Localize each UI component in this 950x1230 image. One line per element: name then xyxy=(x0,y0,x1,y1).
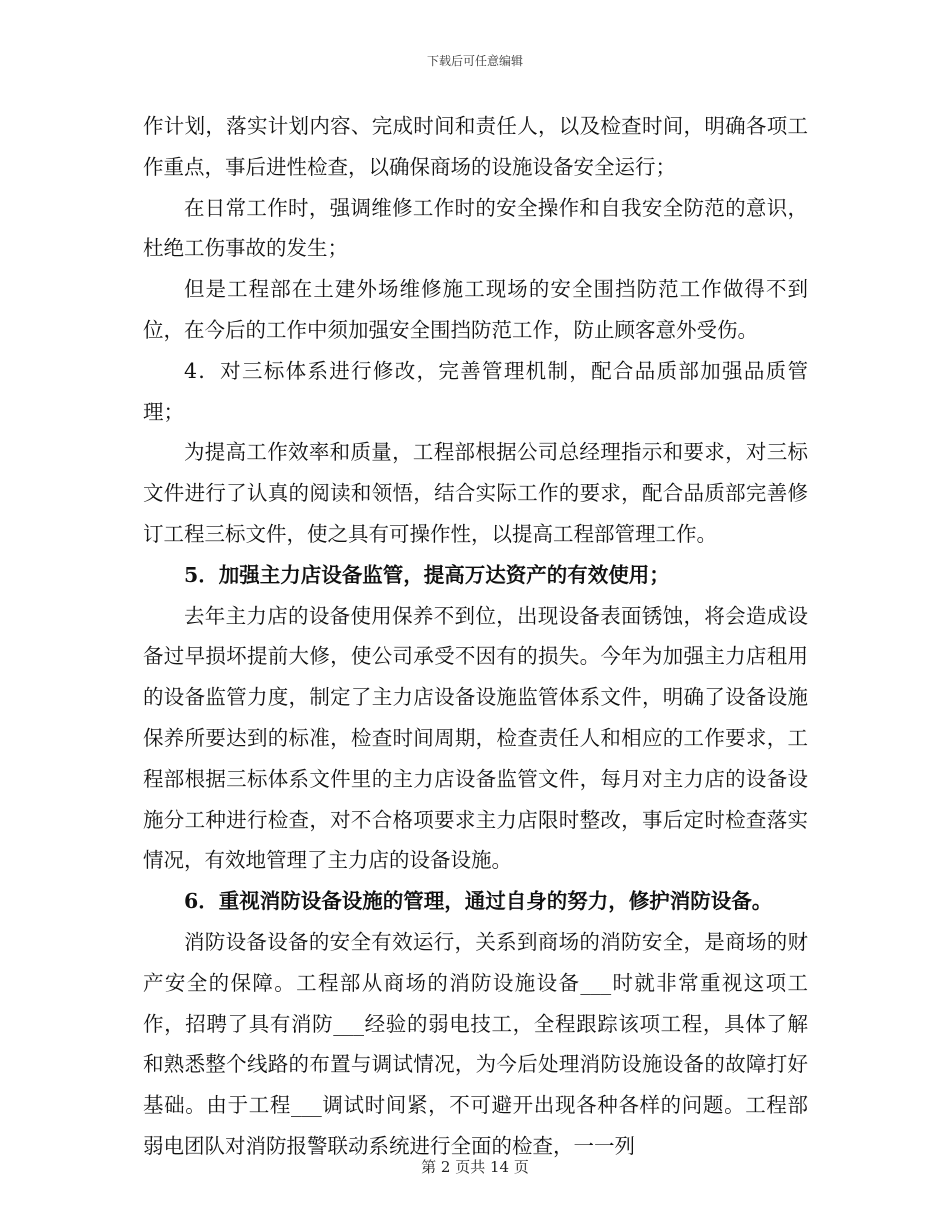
document-body xyxy=(143,106,808,1167)
page-footer: 第 2 页共 14 页 xyxy=(421,1158,529,1176)
section-heading: 5．加强主力店设备监管，提高万达资产的有效使用； xyxy=(184,562,670,587)
paragraph: 但是工程部在土建外场维修施工现场的安全围挡防范工作做得不到位，在今后的工作中须加强安全围挡防范工作，防止顾客意外受伤。 xyxy=(143,277,808,342)
section-heading: 6．重视消防设备设施的管理，通过自身的努力，修护消防设备。 xyxy=(184,889,773,914)
paragraph: 消防设备设备的安全有效运行，关系到商场的消防安全，是商场的财产安全的保障。工程部从商场的消防设施设备___时就非常重视这项工作，招聘了具有消防___经验的弱电技工，全程跟踪该项工程，具体了解和熟悉整个线路的布置与调试情况，为今后处理消防设施设备的故障打好基础。由于工程___调试时间紧，不可避开出现各种各样的问题。工程部弱电团队对消防报警联动系统进行全面的检查，一一列 xyxy=(143,929,808,1158)
paragraph: 去年主力店的设备使用保养不到位，出现设备表面锈蚀，将会造成设备过早损坏提前大修，使公司承受不因有的损失。今年为加强主力店租用的设备监管力度，制定了主力店设备设施监管体系文件，明确了设备设施保养所要达到的标准，检查时间周期，检查责任人和相应的工作要求，工程部根据三标体系文件里的主力店设备监管文件，每月对主力店的设备设施分工种进行检查，对不合格项要求主力店限时整改，事后定时检查落实情况，有效地管理了主力店的设备设施。 xyxy=(143,603,808,873)
paragraph: 作计划，落实计划内容、完成时间和责任人，以及检查时间，明确各项工作重点，事后进性检查，以确保商场的设施设备安全运行； xyxy=(143,114,808,179)
paragraph: 为提高工作效率和质量，工程部根据公司总经理指示和要求，对三标文件进行了认真的阅读和领悟，结合实际工作的要求，配合品质部完善修订工程三标文件，使之具有可操作性，以提高工程部管理工作。 xyxy=(143,440,808,546)
page-header: 下载后可任意编辑 xyxy=(426,54,523,68)
paragraph: 4．对三标体系进行修改，完善管理机制，配合品质部加强品质管理； xyxy=(143,358,808,424)
paragraph: 在日常工作时，强调维修工作时的安全操作和自我安全防范的意识，杜绝工伤事故的发生； xyxy=(143,195,808,261)
